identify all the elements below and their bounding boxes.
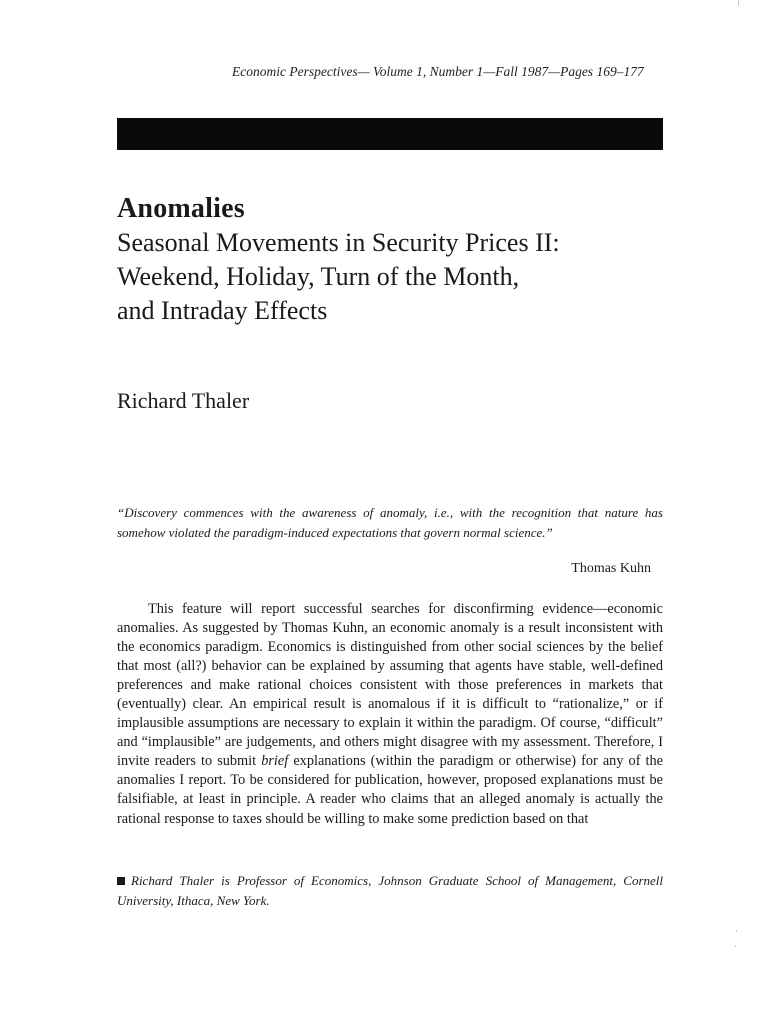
body-paragraph	[117, 600, 663, 829]
author-name: Richard Thaler	[117, 388, 250, 413]
series-title: Anomalies	[117, 193, 245, 224]
author-footnote	[117, 871, 663, 910]
body-emphasis: brief	[261, 753, 289, 770]
article-title-line-2: Weekend, Holiday, Turn of the Month,	[117, 262, 520, 291]
epigraph-attribution: Thomas Kuhn	[571, 561, 651, 576]
body-text-part-2: explanations (within the paradigm or otherwise) for any of the anomalies I report. To be considered for publication, however, proposed explanations must be falsifiable, at least in principle. A reader who claims that an alleged anomaly is actually the rational response to taxes should be willing to make some prediction based on that	[117, 753, 664, 827]
title-block	[117, 192, 677, 328]
footnote-text: Richard Thaler is Professor of Economics, Johnson Graduate School of Management, Cornell University, Ithaca, New York.	[117, 873, 663, 908]
running-head: Economic Perspectives— Volume 1, Number 1—Fall 1987—Pages 169–177	[232, 64, 644, 79]
header-black-bar	[117, 118, 663, 150]
footnote-bullet-icon	[117, 877, 125, 885]
body-text-part-1: This feature will report successful searches for disconfirming evidence—economic anomalies. As suggested by Thomas Kuhn, an economic anomaly is a result inconsistent with the economics paradigm. Economics is distinguished from other social sciences by the belief that most (all?) behavior can be explained by assuming that agents have stable, well-defined preferences and make rational choices consistent with those preferences in markets that (eventually) clear. An empirical result is anomalous if it is difficult to “rationalize,” or if implausible assumptions are necessary to explain it within the paradigm. Of course, “difficult” and “implausible” are judgements, and others might disagree with my assessment. Therefore, I invite readers to submit	[117, 601, 663, 770]
epigraph-quote: “Discovery commences with the awareness of anomaly, i.e., with the recognition that nature has somehow violated the paradigm-induced expectations that govern normal science.”	[117, 505, 663, 540]
article-title-line-1: Seasonal Movements in Security Prices II:	[117, 228, 560, 257]
article-title	[117, 226, 677, 328]
article-title-line-3: and Intraday Effects	[117, 296, 328, 325]
